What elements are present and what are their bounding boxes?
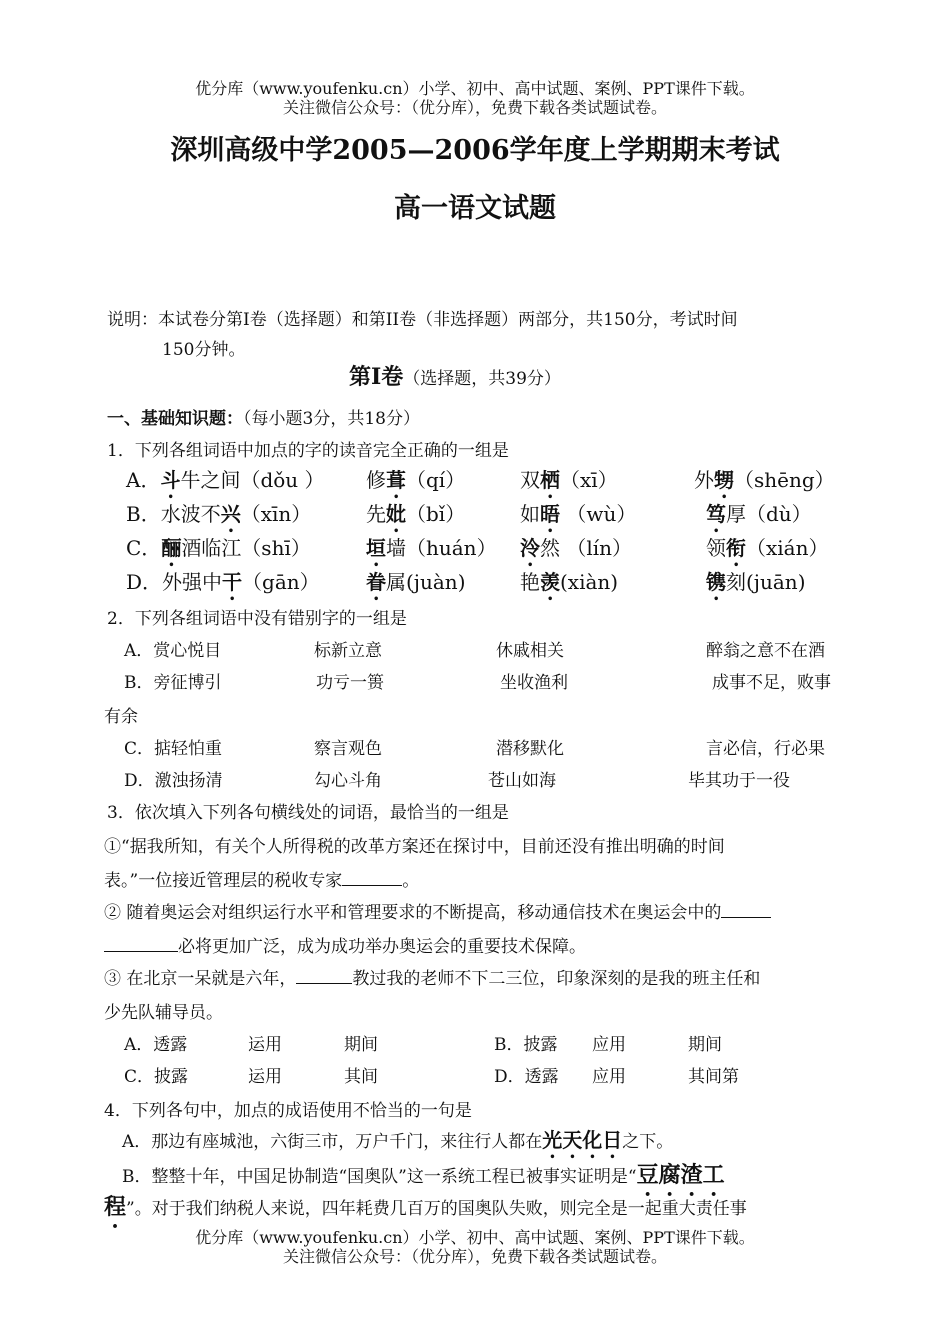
q1-d-1: D．外强中干（gān）	[126, 570, 320, 594]
q1-a-2: 修葺（qí）	[366, 468, 466, 492]
q4-option-b-cont: 程”。对于我们纳税人来说，四年耗费几百万的国奥队失败，则完全是一起重大责任事	[104, 1194, 747, 1220]
q2-option-b-cont: 有余	[104, 707, 138, 727]
exam-note-line-1: 说明：本试卷分第Ⅰ卷（选择题）和第II卷（非选择题）两部分，共150分，考试时间	[107, 310, 738, 330]
q3-sentence3-b: 少先队辅导员。	[104, 1003, 223, 1023]
dotted-char: 垣	[366, 536, 386, 560]
section1-label: 一、基础知识题：	[107, 409, 243, 429]
q1-b-4: 笃厚（dù）	[706, 502, 812, 526]
dotted-char: 衔	[726, 536, 746, 560]
q1-c-4: 领衔（xián）	[706, 536, 829, 560]
q3-option: 期间	[688, 1035, 722, 1055]
dotted-char: 栖	[540, 468, 560, 492]
exam-note-line-2: 150分钟。	[162, 340, 246, 360]
q2-option-b-1: B．旁征博引	[124, 673, 222, 693]
q2-option-a-3: 休戚相关	[496, 641, 564, 661]
header-line-1: 优分库（www.youfenku.cn）小学、初中、高中试题、案例、PPT课件下载。	[195, 79, 755, 98]
q2-option-a-4: 醉翁之意不在酒	[706, 641, 825, 661]
q2-option-a-2: 标新立意	[314, 641, 382, 661]
q2-option-c-1: C．掂轻怕重	[124, 739, 223, 759]
answer-blank	[296, 969, 352, 984]
q3-sentence3-a: ③ 在北京一呆就是六年， 教过我的老师不下二三位，印象深刻的是我的班主任和	[104, 969, 761, 989]
q1-d-2: 眷属(juàn)	[366, 570, 466, 594]
dotted-char: 羡	[540, 570, 560, 594]
dotted-char: 泠	[520, 536, 540, 560]
q1-a-1: A．斗牛之间（dǒu ）	[126, 468, 325, 492]
part1-title: 第Ⅰ卷	[349, 364, 404, 390]
q3-sentence2-b: 必将更加广泛，成为成功举办奥运会的重要技术保障。	[104, 932, 586, 957]
q4-option-b: B．整整十年，中国足协制造“国奥队”这一系统工程已被事实证明是“豆腐渣工	[122, 1162, 725, 1188]
answer-blank	[721, 903, 771, 918]
q3-option: 其间第	[688, 1067, 739, 1087]
q3-option: 其间	[344, 1067, 378, 1087]
q3-sentence2-a: ② 随着奥运会对组织运行水平和管理要求的不断提高，移动通信技术在奥运会中的	[104, 898, 771, 923]
q2-option-d-4: 毕其功于一役	[688, 771, 790, 791]
q2-option-d-2: 勾心斗角	[314, 771, 382, 791]
q3-option: 运用	[248, 1067, 282, 1087]
q2-option-c-2: 察言观色	[314, 739, 382, 759]
q3-option: D．透露	[494, 1067, 559, 1087]
dotted-idiom: 豆腐渣工	[636, 1162, 725, 1188]
q3-sentence1-a: ①“据我所知，有关个人所得税的改革方案还在探讨中，目前还没有推出明确的时间	[104, 837, 725, 857]
part1-heading	[349, 360, 561, 391]
q1-d-4: 镌刻(juān)	[706, 570, 806, 594]
q2-option-b-2: 功亏一篑	[316, 673, 384, 693]
q1-b-3: 如晤 （wù）	[520, 502, 637, 526]
q2-option-b-3: 坐收渔利	[500, 673, 568, 693]
answer-blank	[104, 937, 178, 952]
dotted-char: 甥	[714, 468, 734, 492]
q3-option: 应用	[592, 1035, 626, 1055]
q3-option: C．披露	[124, 1067, 189, 1087]
q1-b-1: B．水波不兴（xīn）	[126, 502, 312, 526]
q3-option: 应用	[592, 1067, 626, 1087]
q1-d-3: 艳羡(xiàn)	[520, 570, 619, 594]
q3-option: A．透露	[124, 1035, 188, 1055]
q2-option-b-4: 成事不足，败事	[712, 673, 831, 693]
dotted-char: 兴	[220, 502, 241, 526]
section1-note: （每小题3分，共18分）	[243, 409, 420, 429]
q3-option: B．披露	[494, 1035, 558, 1055]
q3-option: 期间	[344, 1035, 378, 1055]
footer-line-2: 关注微信公众号：（优分库），免费下载各类试题试卷。	[282, 1247, 667, 1266]
q4-stem: 4．下列各句中，加点的成语使用不恰当的一句是	[104, 1101, 472, 1121]
q1-c-3: 泠然 （lín）	[520, 536, 633, 560]
dotted-idiom: 程	[104, 1194, 127, 1220]
dotted-char: 酾	[161, 536, 182, 560]
q1-a-3: 双栖（xī）	[520, 468, 618, 492]
q4-option-a: A．那边有座城池，六街三市，万户千门，来往行人都在光天化日之下。	[122, 1128, 674, 1152]
answer-blank	[342, 871, 402, 886]
dotted-char: 妣	[386, 502, 406, 526]
header-line-2: 关注微信公众号：（优分库），免费下载各类试题试卷。	[282, 98, 667, 117]
section1-heading	[107, 404, 420, 429]
q1-a-4: 外甥（shēng）	[694, 468, 835, 492]
page-title: 深圳高级中学2005—2006学年度上学期期末考试	[170, 135, 780, 166]
q3-stem: 3．依次填入下列各句横线处的词语，最恰当的一组是	[107, 803, 509, 823]
dotted-char: 笃	[706, 502, 726, 526]
footer-line-1: 优分库（www.youfenku.cn）小学、初中、高中试题、案例、PPT课件下载。	[195, 1228, 755, 1247]
dotted-char: 葺	[386, 468, 406, 492]
dotted-char: 眷	[366, 570, 386, 594]
dotted-char: 镌	[706, 570, 726, 594]
q1-stem: 1．下列各组词语中加点的字的读音完全正确的一组是	[107, 441, 509, 461]
dotted-char: 斗	[160, 468, 181, 492]
q2-option-d-1: D．激浊扬清	[124, 771, 223, 791]
page-subtitle: 高一语文试题	[394, 193, 556, 224]
q2-option-c-3: 潜移默化	[496, 739, 564, 759]
part1-sub: （选择题，共39分）	[403, 369, 561, 389]
q2-stem: 2．下列各组词语中没有错别字的一组是	[107, 609, 407, 629]
q1-b-2: 先妣（bǐ）	[366, 502, 466, 526]
q1-c-1: C．酾酒临江（shī）	[126, 536, 311, 560]
dotted-char: 干	[222, 570, 243, 594]
q3-option: 运用	[248, 1035, 282, 1055]
dotted-idiom: 光天化日	[542, 1128, 623, 1152]
q2-option-a-1: A．赏心悦目	[124, 641, 222, 661]
q2-option-c-4: 言必信，行必果	[706, 739, 825, 759]
q1-c-2: 垣墙（huán）	[366, 536, 497, 560]
q2-option-d-3: 苍山如海	[488, 771, 556, 791]
dotted-char: 晤	[540, 502, 560, 526]
q3-sentence1-b: 表。”一位接近管理层的税收专家 。	[104, 871, 420, 891]
